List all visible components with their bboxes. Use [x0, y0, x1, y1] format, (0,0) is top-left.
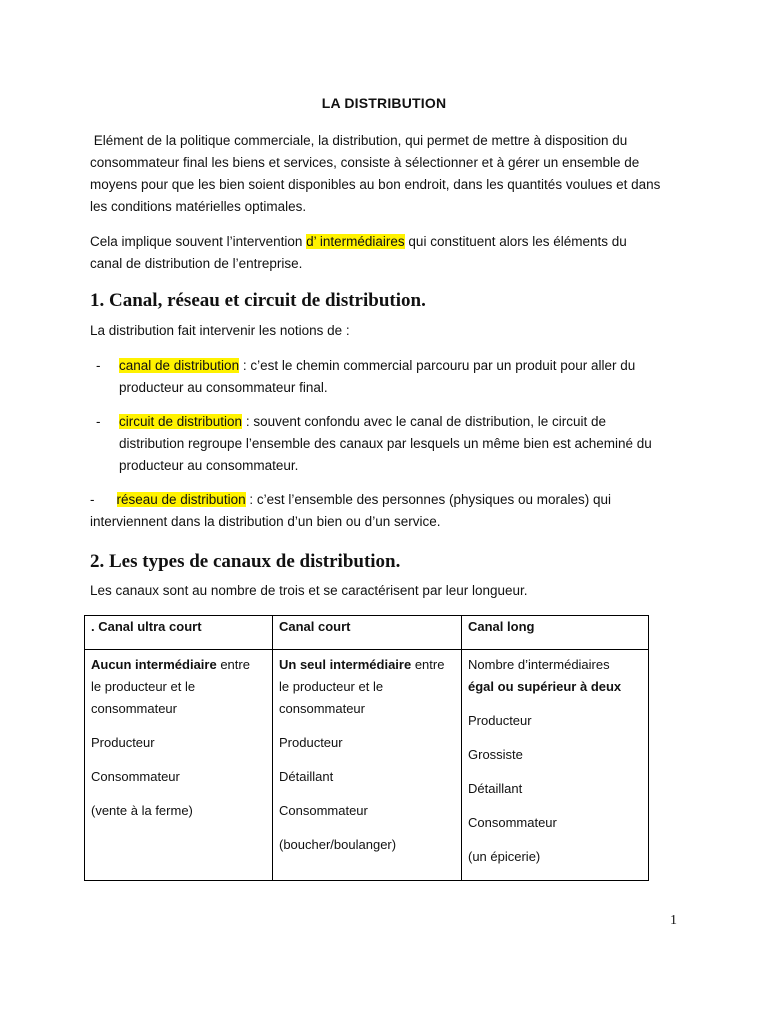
definition-circuit [119, 411, 679, 477]
cell-item: Grossiste [468, 747, 523, 762]
table-row [85, 650, 649, 881]
text-span: : souvent confondu avec le canal de distribution, le circuit de [242, 414, 607, 429]
cell-item: (vente à la ferme) [91, 803, 193, 818]
intro-paragraph [90, 130, 680, 218]
intro-line: les conditions matérielles optimales. [90, 199, 307, 214]
cell-line: consommateur [279, 701, 365, 716]
cell-item: Consommateur [468, 815, 557, 830]
bold-phrase: égal ou supérieur à deux [468, 679, 622, 694]
intro-line: moyens pour que les bien soient disponibles au bon endroit, dans les quantités voulues et dans [90, 177, 661, 192]
text-span: Cela implique souvent l’intervention [90, 234, 307, 249]
definition-line: producteur au consommateur final. [119, 380, 328, 395]
text-span: entre [216, 657, 250, 672]
definition-line [90, 489, 680, 511]
cell-item: Détaillant [279, 769, 334, 784]
cell-gap [279, 822, 455, 834]
cell-gap [468, 766, 642, 778]
cell-gap [279, 720, 455, 732]
cell-court [273, 650, 462, 881]
cell-gap [468, 732, 642, 744]
section1-heading: 1. Canal, réseau et circuit de distribution. [90, 290, 426, 311]
cell-gap [279, 788, 455, 800]
cell-gap [468, 834, 642, 846]
intro-line: Elément de la politique commerciale, la distribution, qui permet de mettre à disposition du [90, 133, 628, 148]
cell-gap [468, 800, 642, 812]
cell-gap [91, 720, 266, 732]
page-number: 1 [670, 913, 677, 928]
definition-line [119, 411, 679, 433]
highlighted-term: réseau de distribution [116, 492, 246, 507]
cell-line [279, 654, 455, 676]
definition-canal [119, 355, 679, 399]
highlighted-term: canal de distribution [119, 358, 240, 373]
bold-phrase: Un seul intermédiaire [279, 657, 412, 672]
cell-gap [468, 698, 642, 710]
bullet-dash: - [90, 492, 95, 507]
cell-item: Producteur [279, 735, 343, 750]
text-span: entre [411, 657, 445, 672]
cell-gap [91, 754, 266, 766]
table-header-row [85, 616, 649, 650]
bullet-dash: - [96, 358, 101, 373]
text-span: : c’est le chemin commercial parcouru par un produit pour aller du [239, 358, 636, 373]
definition-line: distribution regroupe l’ensemble des canaux par lesquels un même bien est acheminé du [119, 436, 652, 451]
table-header-cell: . Canal ultra court [85, 616, 273, 650]
cell-item: (boucher/boulanger) [279, 837, 397, 852]
table-header-cell: Canal court [273, 616, 462, 650]
cell-item: Consommateur [91, 769, 180, 784]
bullet-dash: - [96, 414, 101, 429]
cell-item: Détaillant [468, 781, 523, 796]
cell-item: Producteur [468, 713, 532, 728]
cell-item: Producteur [91, 735, 155, 750]
cell-long [462, 650, 649, 881]
section2-heading: 2. Les types de canaux de distribution. [90, 551, 401, 572]
intermediaires-paragraph [90, 231, 680, 275]
section2-lead: Les canaux sont au nombre de trois et se caractérisent par leur longueur. [90, 583, 528, 598]
cell-item: Consommateur [279, 803, 368, 818]
definition-line [119, 355, 679, 377]
cell-line: le producteur et le [279, 679, 384, 694]
definition-line: producteur au consommateur. [119, 458, 299, 473]
intermediaires-line: canal de distribution de l’entreprise. [90, 256, 303, 271]
cell-line: consommateur [91, 701, 177, 716]
cell-gap [91, 788, 266, 800]
bold-phrase: Aucun intermédiaire [91, 657, 217, 672]
cell-line [91, 654, 266, 676]
text-span: qui constituent alors les éléments du [404, 234, 627, 249]
intermediaires-line [90, 231, 680, 253]
definition-line: interviennent dans la distribution d’un bien ou d’un service. [90, 514, 441, 529]
table-header-cell: Canal long [462, 616, 649, 650]
definition-reseau [90, 489, 680, 533]
cell-line: le producteur et le [91, 679, 196, 694]
cell-item: (un épicerie) [468, 849, 541, 864]
cell-ultra-court [85, 650, 273, 881]
intro-line: consommateur final les biens et services, consiste à sélectionner et à gérer un ensemble de [90, 155, 640, 170]
cell-gap [279, 754, 455, 766]
highlighted-term: circuit de distribution [119, 414, 243, 429]
channel-types-table [84, 615, 649, 881]
text-span: : c’est l’ensemble des personnes (physiques ou morales) qui [245, 492, 612, 507]
cell-line: Nombre d’intermédiaires [468, 657, 610, 672]
section1-lead: La distribution fait intervenir les notions de : [90, 323, 350, 338]
page-title: LA DISTRIBUTION [321, 95, 447, 111]
highlighted-term: d’ intermédiaires [306, 234, 405, 249]
